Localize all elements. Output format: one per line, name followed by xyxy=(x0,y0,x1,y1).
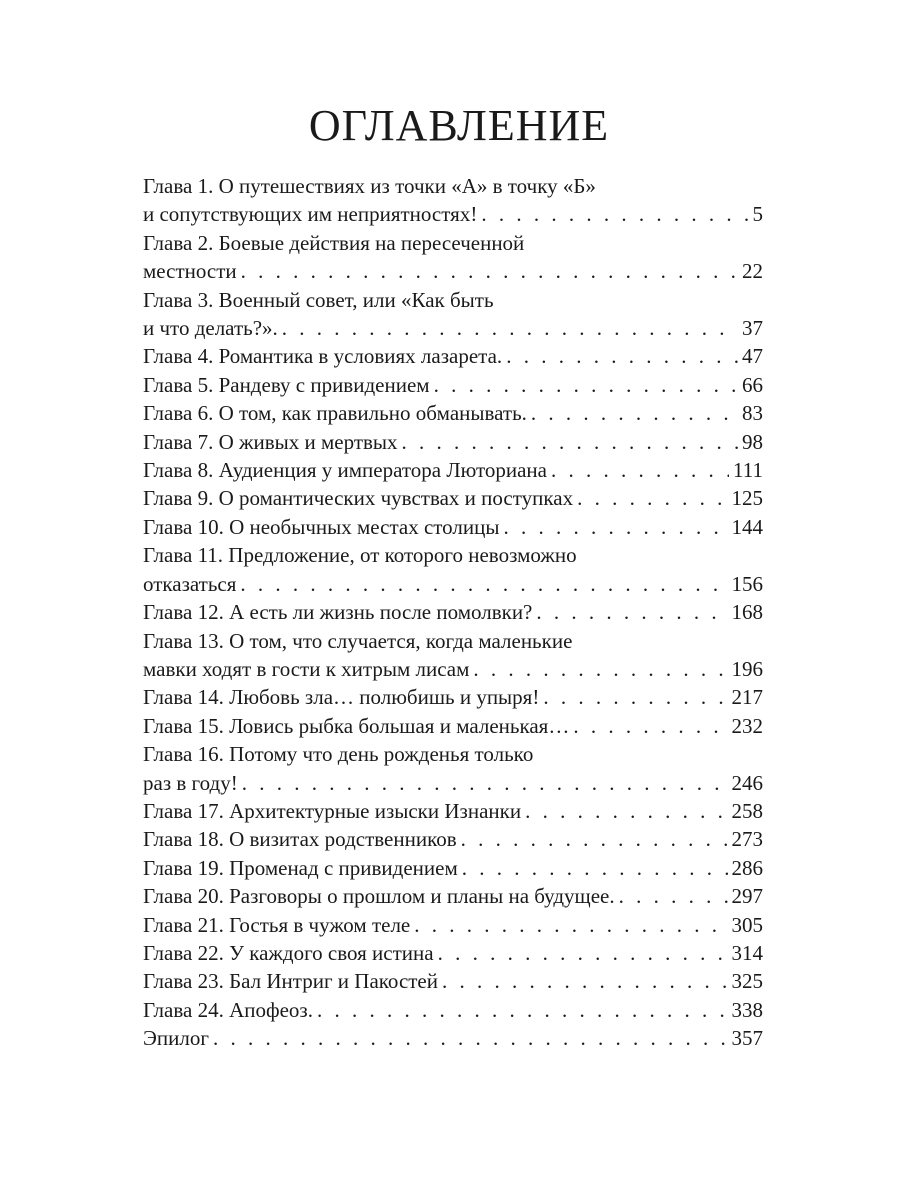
toc-entry-title: отказаться xyxy=(143,571,237,596)
toc-page-number: 196 xyxy=(731,656,763,681)
toc-entry-title: мавки ходят в гости к хитрым лисам xyxy=(143,656,470,681)
toc-entry-title: местности xyxy=(143,259,237,284)
toc-entry xyxy=(143,911,763,939)
toc-entry-title: и сопутствующих им неприятностях! xyxy=(143,202,478,227)
dot-leader xyxy=(462,854,728,882)
dot-leader xyxy=(438,939,728,967)
page-title: ОГЛАВЛЕНИЕ xyxy=(308,101,610,151)
toc-page-number: 305 xyxy=(731,912,763,937)
toc-page-number: 144 xyxy=(731,514,763,539)
toc-page-number: 83 xyxy=(742,401,763,426)
toc-page-number: 37 xyxy=(742,316,763,341)
toc-entry-title: Глава 10. О необычных местах столицы xyxy=(143,514,500,539)
toc-entry xyxy=(143,428,763,456)
dot-leader xyxy=(577,484,727,512)
dot-leader xyxy=(414,911,727,939)
dot-leader xyxy=(242,769,728,797)
dot-leader xyxy=(551,456,729,484)
dot-leader xyxy=(434,371,738,399)
dot-leader xyxy=(442,967,728,995)
toc-page-number: 273 xyxy=(731,827,763,852)
toc-entry-title-line: Глава 2. Боевые действия на пересеченной xyxy=(143,230,525,255)
dot-leader xyxy=(461,825,728,853)
toc-page-number: 297 xyxy=(731,884,763,909)
toc-entry xyxy=(143,342,763,370)
toc-entry-title-line: Глава 1. О путешествиях из точки «А» в точку «Б» xyxy=(143,174,596,198)
toc-page-number: 168 xyxy=(731,600,763,625)
dot-leader xyxy=(317,996,728,1024)
toc-entry xyxy=(143,627,763,684)
toc-entry xyxy=(143,541,763,598)
dot-leader xyxy=(213,1024,728,1052)
toc-entry-title: Глава 23. Бал Интриг и Пакостей xyxy=(143,969,438,994)
dot-leader xyxy=(240,570,727,598)
toc-entry-title: Глава 15. Ловись рыбка большая и маленькая… xyxy=(143,713,570,738)
toc-entry xyxy=(143,371,763,399)
toc-entry-title: Глава 9. О романтических чувствах и поступках xyxy=(143,486,574,511)
toc-page-number: 66 xyxy=(742,372,763,397)
dot-leader xyxy=(503,513,727,541)
toc-page-number: 156 xyxy=(731,571,763,596)
dot-leader xyxy=(525,797,727,825)
toc-entry xyxy=(143,513,763,541)
toc-page-number: 258 xyxy=(731,798,763,823)
dot-leader xyxy=(481,200,748,228)
toc-page-number: 111 xyxy=(733,458,763,483)
toc-entry-title: Глава 4. Романтика в условиях лазарета. xyxy=(143,344,503,369)
dot-leader xyxy=(473,655,727,683)
toc-page-number: 217 xyxy=(731,685,763,710)
toc-entry-title: Глава 8. Аудиенция у императора Люториана xyxy=(143,458,547,483)
toc-page-number: 47 xyxy=(742,344,763,369)
toc-entry xyxy=(143,825,763,853)
toc-entry-title: Глава 5. Рандеву с привидением xyxy=(143,372,430,397)
toc-entry-title: Глава 17. Архитектурные изыски Изнанки xyxy=(143,798,522,823)
toc-entry-title: Глава 12. А есть ли жизнь после помолвки? xyxy=(143,600,533,625)
toc-entry-title: Глава 19. Променад с привидением xyxy=(143,855,458,880)
toc-page-number: 338 xyxy=(731,997,763,1022)
dot-leader xyxy=(506,342,738,370)
toc-entry xyxy=(143,229,763,286)
toc-page-number: 314 xyxy=(731,940,763,965)
toc-page-number: 125 xyxy=(731,486,763,511)
toc-entry-title: Глава 6. О том, как правильно обманывать. xyxy=(143,401,527,426)
dot-leader xyxy=(619,882,728,910)
toc-page-number: 286 xyxy=(731,855,763,880)
toc-entry-title: Глава 22. У каждого своя истина xyxy=(143,940,434,965)
toc-entry-title: Глава 14. Любовь зла… полюбишь и упыря! xyxy=(143,685,540,710)
toc-entry-title-line: Глава 13. О том, что случается, когда маленькие xyxy=(143,628,573,653)
toc-entry-title: Глава 18. О визитах родственников xyxy=(143,827,457,852)
toc-entry xyxy=(143,172,763,229)
toc-entry xyxy=(143,939,763,967)
toc-entry xyxy=(143,712,763,740)
toc-entry xyxy=(143,399,763,427)
toc-page-number: 98 xyxy=(742,429,763,454)
toc-entry xyxy=(143,456,763,484)
toc-page-number: 357 xyxy=(731,1026,763,1051)
toc-entry-title: и что делать?». xyxy=(143,316,278,341)
dot-leader xyxy=(536,598,727,626)
toc-entry xyxy=(143,484,763,512)
toc-entry-title-line: Глава 16. Потому что день рожденья только xyxy=(143,742,534,767)
toc-entry xyxy=(143,598,763,626)
toc-page-number: 22 xyxy=(742,259,763,284)
toc-entry xyxy=(143,286,763,343)
toc-entry-title-line: Глава 11. Предложение, от которого невозможно xyxy=(143,543,577,568)
toc-page-number: 5 xyxy=(752,202,763,227)
toc-page-number: 325 xyxy=(731,969,763,994)
dot-leader xyxy=(573,712,727,740)
toc-entry-title: Глава 21. Гостья в чужом теле xyxy=(143,912,411,937)
dot-leader xyxy=(282,314,738,342)
toc-page-number: 246 xyxy=(731,770,763,795)
toc-page-number: 232 xyxy=(731,713,763,738)
toc-entry-title: Глава 7. О живых и мертвых xyxy=(143,429,398,454)
dot-leader xyxy=(241,257,738,285)
toc-entry-title-line: Глава 3. Военный совет, или «Как быть xyxy=(143,287,494,312)
dot-leader xyxy=(402,428,738,456)
toc-entry-title: Эпилог xyxy=(143,1026,209,1051)
toc-entry-title: раз в году! xyxy=(143,770,238,795)
toc-entry-title: Глава 20. Разговоры о прошлом и планы на будущее. xyxy=(143,884,615,909)
toc-entry xyxy=(143,882,763,910)
toc-entry xyxy=(143,967,763,995)
toc-entry xyxy=(143,740,763,797)
table-of-contents xyxy=(143,172,763,1053)
toc-entry xyxy=(143,854,763,882)
toc-entry xyxy=(143,1024,763,1052)
dot-leader xyxy=(531,399,738,427)
toc-entry-title: Глава 24. Апофеоз. xyxy=(143,997,313,1022)
toc-entry xyxy=(143,683,763,711)
toc-entry xyxy=(143,996,763,1024)
toc-entry xyxy=(143,797,763,825)
dot-leader xyxy=(543,683,727,711)
